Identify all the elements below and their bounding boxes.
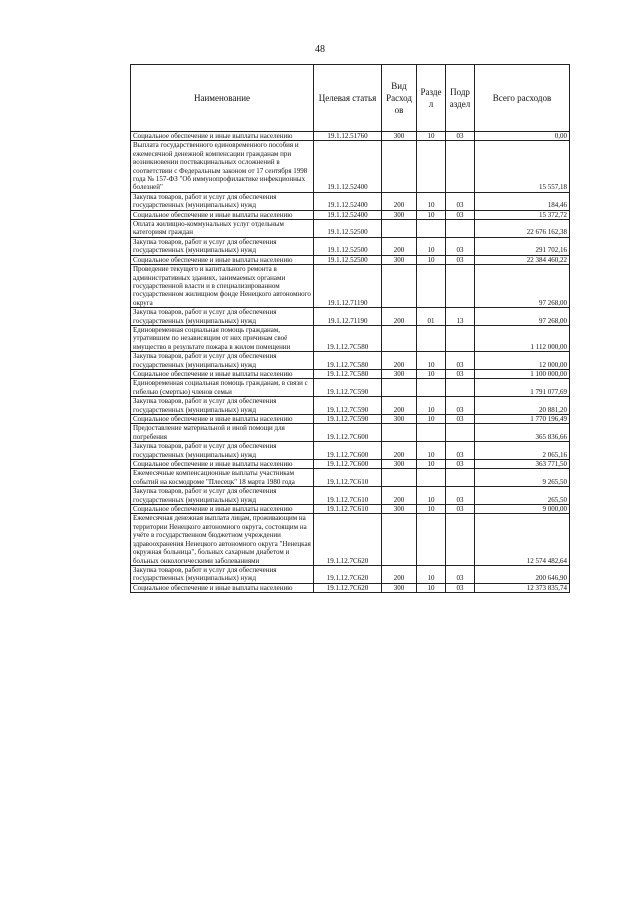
table-row [131,352,570,370]
row-expense-kind: 200 [382,192,417,210]
row-name: Закупка товаров, работ и услуг для обеспечения государственных (муниципальных) нужд [131,237,314,255]
table-row [131,565,570,583]
row-expense-kind: 300 [382,210,417,219]
row-expense-kind [382,265,417,308]
row-section [417,220,446,238]
row-target-article: 19.1.12.7С580 [314,325,382,351]
row-subsection [446,514,475,565]
row-target-article: 19.1.12.7С620 [314,514,382,565]
row-target-article: 19.1.12.7С610 [314,505,382,514]
table-row [131,442,570,460]
row-target-article: 19.1.12.51760 [314,132,382,141]
row-total: 12 574 482,64 [475,514,570,565]
table-body [131,132,570,593]
row-expense-kind: 200 [382,565,417,583]
row-name: Выплата государственного единовременного пособия и ежемесячной денежной компенсации гражданам при возникновении поствакцинальных осложнений в соответствии с Федеральным законом от 17 сентября 1998 года № 157-ФЗ "Об иммунопрофилактике инфекционных болезней" [131,141,314,192]
row-expense-kind: 300 [382,132,417,141]
table-row [131,141,570,192]
row-expense-kind [382,469,417,487]
row-expense-kind: 200 [382,487,417,505]
row-total: 9 000,00 [475,505,570,514]
row-section: 10 [417,132,446,141]
table-row [131,192,570,210]
row-name: Ежемесячная денежная выплата лицам, проживающим на территории Ненецкого автономного округа, состоящим на учёте в государственном бюджетном учреждении здравоохранения Ненецкого автономного округа "Ненецкая окружная больница", больных сахарным диабетом и больных онкологическими заболеваниями [131,514,314,565]
table-row [131,415,570,424]
row-target-article: 19.1.12.7С600 [314,424,382,442]
row-expense-kind: 300 [382,415,417,424]
table-row [131,325,570,351]
row-subsection: 03 [446,487,475,505]
row-expense-kind: 300 [382,505,417,514]
table-row [131,583,570,592]
row-name: Закупка товаров, работ и услуг для обеспечения государственных (муниципальных) нужд [131,352,314,370]
row-total: 363 771,50 [475,460,570,469]
row-total: 184,46 [475,192,570,210]
row-section: 10 [417,369,446,378]
row-section [417,469,446,487]
table-row [131,220,570,238]
row-name: Социальное обеспечение и иные выплаты населению [131,505,314,514]
row-target-article: 19.1.12.7С620 [314,583,382,592]
row-target-article: 19.1.12.52400 [314,192,382,210]
row-name: Закупка товаров, работ и услуг для обеспечения государственных (муниципальных) нужд [131,487,314,505]
row-section [417,325,446,351]
row-target-article: 19.1.12.7С610 [314,469,382,487]
row-name: Ежемесячные компенсационные выплаты участникам событий на космодроме "Плесецк" 18 марта 1980 года [131,469,314,487]
row-total: 9 265,50 [475,469,570,487]
row-subsection: 03 [446,255,475,264]
row-target-article: 19.1.12.71190 [314,308,382,326]
row-section: 10 [417,415,446,424]
row-section [417,514,446,565]
row-name: Закупка товаров, работ и услуг для обеспечения государственных (муниципальных) нужд [131,565,314,583]
row-subsection [446,424,475,442]
row-subsection [446,325,475,351]
table-row [131,210,570,219]
header-total: Всего расходов [475,65,570,132]
row-target-article: 19.1.12.7С620 [314,565,382,583]
row-target-article: 19.1.12.7С590 [314,379,382,397]
row-name: Социальное обеспечение и иные выплаты населению [131,583,314,592]
row-target-article: 19.1.12.71190 [314,265,382,308]
row-subsection: 13 [446,308,475,326]
table-row [131,308,570,326]
row-expense-kind: 200 [382,442,417,460]
row-total: 0,00 [475,132,570,141]
row-section: 10 [417,237,446,255]
table-header-row [131,65,570,132]
row-subsection: 03 [446,192,475,210]
row-section: 10 [417,210,446,219]
row-section: 10 [417,460,446,469]
row-total: 15 557,18 [475,141,570,192]
row-expense-kind [382,379,417,397]
table-row [131,255,570,264]
table-row [131,469,570,487]
row-subsection: 03 [446,237,475,255]
row-total: 22 384 460,22 [475,255,570,264]
budget-table [130,64,570,593]
row-total: 265,50 [475,487,570,505]
row-total: 1 770 196,49 [475,415,570,424]
table-row [131,487,570,505]
row-total: 97 268,00 [475,308,570,326]
row-target-article: 19.1.12.52400 [314,141,382,192]
row-name: Социальное обеспечение и иные выплаты населению [131,210,314,219]
row-subsection: 03 [446,397,475,415]
row-expense-kind: 200 [382,308,417,326]
row-section [417,141,446,192]
row-name: Оплата жилищно-коммунальных услуг отдельным категориям граждан [131,220,314,238]
table-row [131,460,570,469]
row-subsection: 03 [446,442,475,460]
row-expense-kind [382,220,417,238]
row-expense-kind: 200 [382,237,417,255]
row-target-article: 19.1.12.52500 [314,255,382,264]
row-name: Закупка товаров, работ и услуг для обеспечения государственных (муниципальных) нужд [131,308,314,326]
row-section: 10 [417,192,446,210]
row-section: 10 [417,505,446,514]
row-name: Социальное обеспечение и иные выплаты населению [131,255,314,264]
row-subsection [446,379,475,397]
row-total: 200 646,90 [475,565,570,583]
row-total: 97 268,00 [475,265,570,308]
row-name: Закупка товаров, работ и услуг для обеспечения государственных (муниципальных) нужд [131,192,314,210]
row-subsection: 03 [446,460,475,469]
row-expense-kind: 300 [382,460,417,469]
row-expense-kind: 300 [382,369,417,378]
row-total: 12 000,00 [475,352,570,370]
row-total: 1 100 000,00 [475,369,570,378]
row-total: 291 702,16 [475,237,570,255]
row-target-article: 19.1.12.7С590 [314,415,382,424]
row-subsection: 03 [446,132,475,141]
row-name: Социальное обеспечение и иные выплаты населению [131,460,314,469]
row-name: Закупка товаров, работ и услуг для обеспечения государственных (муниципальных) нужд [131,397,314,415]
row-subsection: 03 [446,369,475,378]
row-expense-kind [382,514,417,565]
row-expense-kind: 300 [382,583,417,592]
row-section [417,265,446,308]
row-subsection: 03 [446,583,475,592]
table-row [131,265,570,308]
row-total: 1 791 077,69 [475,379,570,397]
row-section: 10 [417,583,446,592]
row-subsection: 03 [446,565,475,583]
row-section [417,424,446,442]
row-target-article: 19.1.12.52500 [314,237,382,255]
table-row [131,397,570,415]
row-section: 10 [417,565,446,583]
table-row [131,369,570,378]
table-row [131,424,570,442]
row-expense-kind [382,141,417,192]
row-expense-kind [382,424,417,442]
row-target-article: 19.1.12.7С580 [314,352,382,370]
row-subsection [446,469,475,487]
row-total: 15 372,72 [475,210,570,219]
row-section [417,379,446,397]
row-expense-kind [382,325,417,351]
row-target-article: 19.1.12.7С600 [314,460,382,469]
row-section: 01 [417,308,446,326]
row-total: 365 836,66 [475,424,570,442]
row-name: Социальное обеспечение и иные выплаты населению [131,369,314,378]
row-total: 1 112 000,00 [475,325,570,351]
row-name: Закупка товаров, работ и услуг для обеспечения государственных (муниципальных) нужд [131,442,314,460]
header-name: Наименование [131,65,314,132]
row-section: 10 [417,397,446,415]
header-section: Разде л [417,65,446,132]
table-row [131,514,570,565]
page-number: 48 [315,44,325,55]
row-name: Проведение текущего и капитального ремонта в административных зданиях, занимаемых органами государственной власти и в специализированном государственном жилищном фонде Ненецкого автономного округа [131,265,314,308]
row-section: 10 [417,352,446,370]
row-expense-kind: 200 [382,352,417,370]
row-subsection: 03 [446,415,475,424]
row-total: 2 065,16 [475,442,570,460]
row-name: Единовременная социальная помощь гражданам, в связи с гибелью (смертью) членов семьи [131,379,314,397]
header-expense-kind: Вид Расход ов [382,65,417,132]
row-total: 22 676 162,38 [475,220,570,238]
row-name: Предоставление материальной и иной помощи для погребения [131,424,314,442]
row-subsection [446,220,475,238]
table-row [131,237,570,255]
row-total: 12 373 835,74 [475,583,570,592]
row-name: Единовременная социальная помощь гражданам, утратившим по независящим от них причинам своё имущество в результате пожара в жилом помещении [131,325,314,351]
row-subsection: 03 [446,352,475,370]
row-expense-kind: 200 [382,397,417,415]
row-total: 20 881,20 [475,397,570,415]
row-subsection [446,265,475,308]
row-subsection: 03 [446,505,475,514]
row-section: 10 [417,487,446,505]
header-target-article: Целевая статья [314,65,382,132]
row-section: 10 [417,442,446,460]
row-subsection [446,141,475,192]
row-name: Социальное обеспечение и иные выплаты населению [131,415,314,424]
table-row [131,505,570,514]
row-name: Социальное обеспечение и иные выплаты населению [131,132,314,141]
row-target-article: 19.1.12.52400 [314,210,382,219]
table-row [131,379,570,397]
row-target-article: 19.1.12.7С610 [314,487,382,505]
row-target-article: 19.1.12.52500 [314,220,382,238]
row-target-article: 19.1.12.7С600 [314,442,382,460]
row-expense-kind: 300 [382,255,417,264]
row-section: 10 [417,255,446,264]
table-row [131,132,570,141]
header-subsection: Подр аздел [446,65,475,132]
row-target-article: 19.1.12.7С590 [314,397,382,415]
row-target-article: 19.1.12.7С580 [314,369,382,378]
row-subsection: 03 [446,210,475,219]
